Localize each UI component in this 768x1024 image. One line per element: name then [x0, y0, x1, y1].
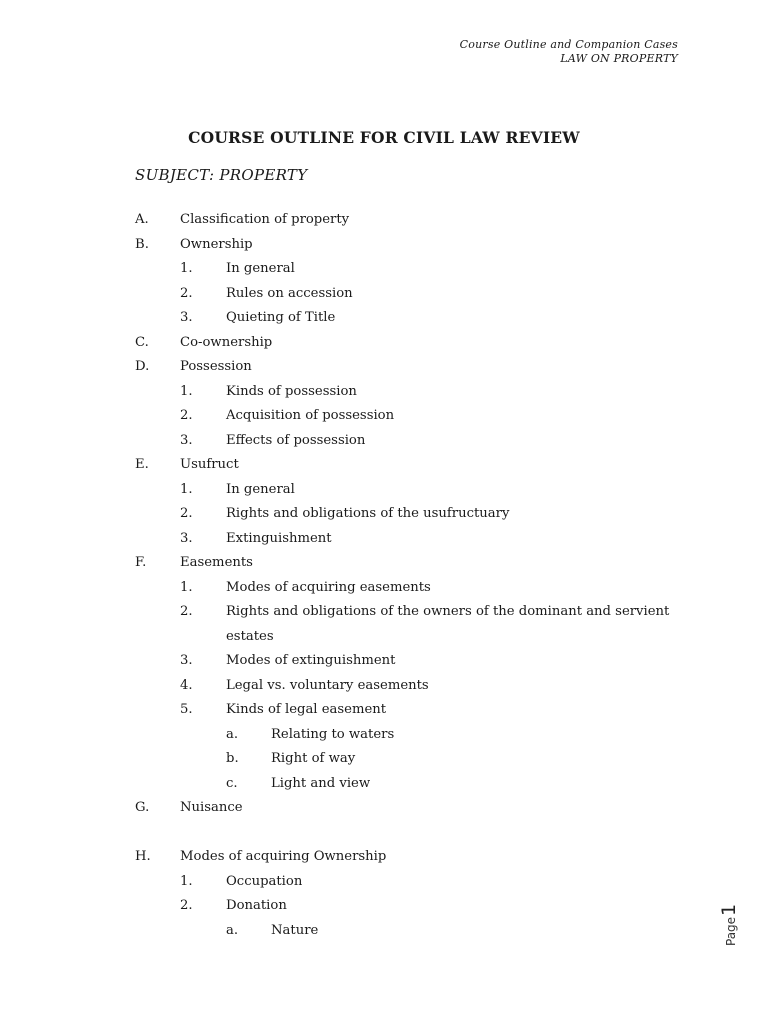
outline-text: Ownership: [180, 236, 253, 252]
outline-marker: 3.: [180, 432, 193, 448]
outline-text: Extinguishment: [226, 530, 332, 546]
outline-text: Acquisition of possession: [226, 408, 395, 423]
outline-text: In general: [226, 481, 295, 497]
outline-marker: 3.: [180, 310, 193, 325]
outline-marker: F.: [135, 555, 147, 570]
outline-text: Modes of acquiring Ownership: [180, 849, 387, 864]
header-line-1: Course Outline and Companion Cases: [459, 38, 678, 51]
outline-marker: G.: [135, 800, 150, 815]
outline-marker: A.: [135, 212, 149, 227]
outline-text: Right of way: [271, 751, 356, 766]
page-label: Page: [724, 916, 738, 946]
outline-text: Nuisance: [180, 800, 243, 815]
outline-marker: a.: [226, 726, 239, 742]
outline-text: Kinds of possession: [226, 383, 357, 399]
outline-text: Relating to waters: [271, 726, 395, 742]
outline-text: Occupation: [226, 873, 303, 889]
outline-marker: B.: [135, 236, 149, 252]
outline-marker: a.: [226, 922, 239, 938]
running-header: [460, 38, 678, 66]
outline-marker: E.: [135, 457, 149, 472]
outline-text: Donation: [226, 898, 287, 913]
outline-marker: 3.: [180, 530, 193, 546]
outline-marker: 4.: [180, 677, 193, 693]
outline-marker: 2.: [180, 604, 193, 619]
outline-text: Easements: [180, 555, 253, 570]
outline-marker: 2.: [180, 285, 193, 301]
outline-text: Quieting of Title: [226, 310, 336, 325]
outline-marker: 2.: [180, 408, 193, 423]
outline-marker: b.: [226, 751, 239, 766]
outline-marker: 5.: [180, 702, 193, 717]
page-number-indicator: [718, 904, 740, 946]
outline-text: Possession: [180, 359, 252, 374]
outline-marker: C.: [135, 334, 149, 350]
outline-text: Co-ownership: [180, 334, 273, 350]
outline-text: Usufruct: [180, 457, 239, 472]
outline-text: In general: [226, 261, 295, 276]
outline-text: Nature: [271, 922, 319, 938]
outline-text: estates: [226, 628, 274, 644]
outline-marker: 1.: [180, 383, 193, 399]
outline-text: Effects of possession: [226, 432, 366, 448]
outline-marker: 3.: [180, 653, 193, 668]
outline-text: Classification of property: [180, 212, 350, 227]
outline-text: Rules on accession: [226, 285, 353, 301]
outline-marker: c.: [226, 775, 238, 791]
header-line-2: LAW ON PROPERTY: [560, 52, 678, 65]
outline-marker: 2.: [180, 898, 193, 913]
outline-marker: 2.: [180, 506, 193, 521]
outline-marker: H.: [135, 849, 151, 864]
outline-marker: 1.: [180, 261, 193, 276]
subject-heading: SUBJECT: PROPERTY: [135, 166, 308, 184]
document-title: COURSE OUTLINE FOR CIVIL LAW REVIEW: [188, 128, 580, 147]
outline-marker: 1.: [180, 579, 193, 595]
outline-text: Rights and obligations of the owners of the dominant and servient: [226, 604, 670, 619]
outline-text: Rights and obligations of the usufructuary: [226, 506, 510, 521]
outline-text: Modes of extinguishment: [226, 653, 396, 668]
outline-text: Legal vs. voluntary easements: [226, 677, 429, 693]
outline-text: Kinds of legal easement: [226, 702, 387, 717]
outline-marker: D.: [135, 359, 150, 374]
outline-text: Modes of acquiring easements: [226, 579, 431, 595]
outline-marker: 1.: [180, 873, 193, 889]
page-footer: [714, 896, 738, 956]
outline-text: Light and view: [271, 775, 371, 791]
page-number: 1: [718, 903, 740, 916]
outline-marker: 1.: [180, 481, 193, 497]
